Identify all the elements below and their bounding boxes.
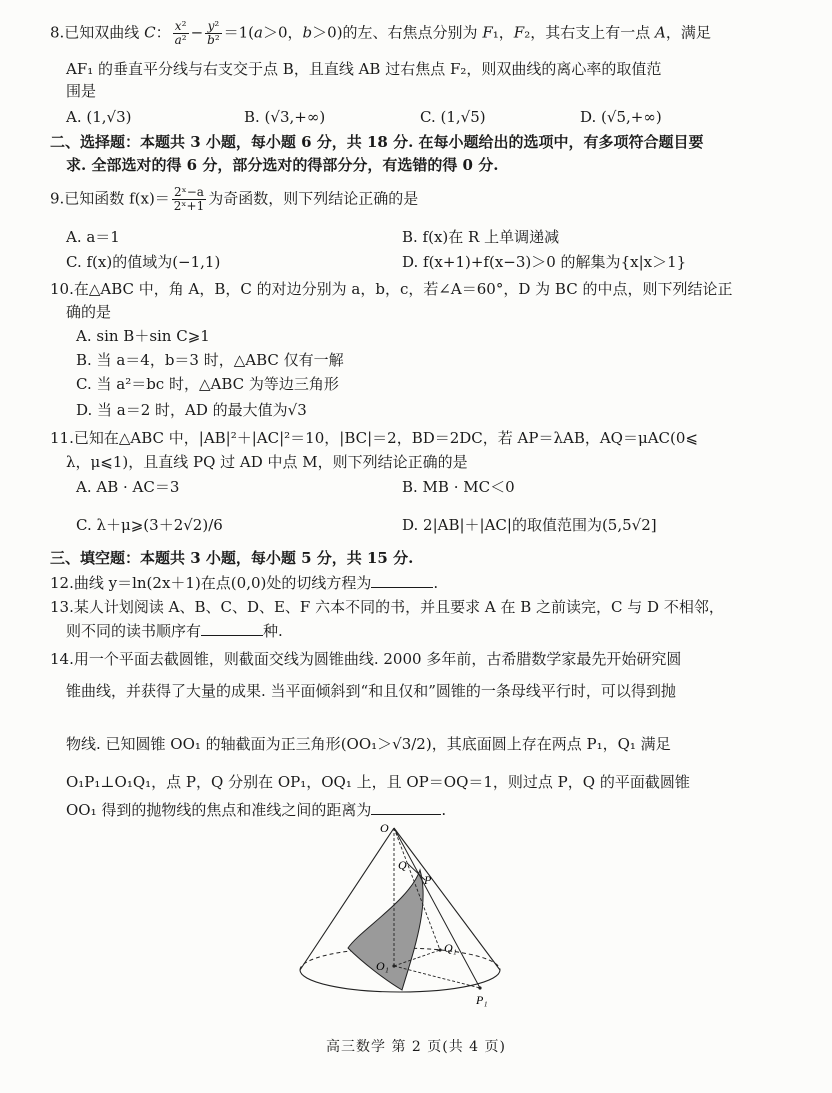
q10-line1: 10.在△ABC 中，角 A，B，C 的对边分别为 a，b，c，若∠A＝60°，D 为 BC 的中点，则下列结论正	[50, 280, 733, 298]
q9-frac-den: 2ˣ+1	[173, 199, 205, 213]
point-o1	[392, 964, 395, 967]
q11-option-b: B. MB · MC＜0	[402, 478, 515, 496]
section2-line1: 二、选择题：本题共 3 小题，每小题 6 分，共 18 分. 在每小题给出的选项中，有多项符合题目要	[50, 133, 704, 151]
q10-option-d: D. 当 a＝2 时，AD 的最大值为√3	[76, 401, 307, 419]
q10-line2: 确的是	[66, 303, 112, 321]
q11-option-d: D. 2|AB|＋|AC|的取值范围为(5,5√2]	[402, 516, 657, 534]
q14-line3	[66, 733, 671, 755]
q14-text-b: ，其底面圆上存在两点 P₁，Q₁ 满足	[431, 735, 671, 753]
q8-option-a: A. (1,√3)	[66, 108, 132, 126]
q14-line5	[66, 799, 446, 821]
page-footer: 高三数学 第 2 页(共 4 页)	[326, 1039, 506, 1055]
q8-option-d: D. (√5,+∞)	[580, 108, 662, 126]
q14-text-c: OO₁ 得到的抛物线的焦点和准线之间的距离为	[66, 801, 372, 819]
q8-frac-x: $\frac{\text{x²}}{\text{a²}}$	[174, 19, 187, 47]
q13-line2	[66, 620, 283, 642]
q11-line2: λ，μ⩽1)，且直线 PQ 过 AD 中点 M，则下列结论正确的是	[66, 453, 468, 471]
q9-option-c: C. f(x)的值域为(−1,1)	[66, 253, 221, 271]
q9-text-a: 9.已知函数 f(x)＝	[50, 189, 170, 208]
q10-option-a: A. sin B＋sin C⩾1	[76, 327, 210, 345]
label-p: P	[424, 873, 432, 887]
q8-line2: AF₁ 的垂直平分线与右支交于点 B，且直线 AB 过右焦点 F₂，则双曲线的离心率的取值范	[66, 60, 662, 78]
point-q1	[438, 948, 441, 951]
q12-line: 12.曲线 y＝ln(2x＋1)在点(0,0)处的切线方程为 .	[50, 574, 439, 592]
q13-line1: 13.某人计划阅读 A、B、C、D、E、F 六本不同的书，并且要求 A 在 B 之前读完，C 与 D 不相邻，	[50, 598, 724, 616]
q9-fraction	[172, 186, 206, 213]
q9-option-b: B. f(x)在 R 上单调递减	[402, 228, 560, 246]
q8-option-b: B. (√3,+∞)	[244, 108, 326, 126]
q14-line1: 14.用一个平面去截圆锥，则截面交线为圆锥曲线. 2000 多年前，古希腊数学家最先开始研究圆	[50, 650, 682, 668]
q14-text-d: .	[441, 801, 447, 819]
q14-line2: 锥曲线，并获得了大量的成果. 当平面倾斜到“和且仅和”圆锥的一条母线平行时，可以得到抛	[66, 682, 676, 700]
label-o: O	[380, 821, 389, 835]
q14-text-a: 物线. 已知圆锥 OO₁ 的轴截面为正三角形	[66, 735, 341, 753]
q11-option-c: C. λ＋μ⩾(3＋2√2)/6	[76, 516, 223, 534]
q9-option-a: A. a＝1	[66, 228, 120, 246]
q13-answer-blank[interactable]	[201, 621, 263, 636]
q8-frac-y: $\frac{\text{y²}}{\text{b²}}$	[207, 19, 220, 47]
q13-text-b: 种.	[263, 622, 283, 640]
q13-text-a: 则不同的读书顺序有	[66, 622, 202, 640]
cone-figure	[290, 820, 520, 1025]
section2-line2: 求. 全部选对的得 6 分，部分选对的得部分分，有选错的得 0 分.	[66, 156, 499, 174]
q11-option-a: A. AB · AC＝3	[76, 478, 180, 496]
q8-text-a: 8.已知双曲线 C：	[50, 23, 171, 42]
label-q: Q	[398, 858, 407, 872]
section3-title: 三、填空题：本题共 3 小题，每小题 5 分，共 15 分.	[50, 549, 414, 567]
q10-option-c: C. 当 a²＝bc 时，△ABC 为等边三角形	[76, 375, 339, 393]
label-o1: O₁	[376, 959, 389, 973]
q9-option-d: D. f(x+1)+f(x−3)＞0 的解集为{x|x＞1}	[402, 253, 687, 271]
q8-text-b: ＝1(a＞0，b＞0)的左、右焦点分别为 F₁，F₂，其右支上有一点 A，满足	[223, 23, 711, 42]
q14-condition: (OO₁＞√3/2)	[340, 735, 432, 753]
q8-line3: 围是	[66, 82, 97, 100]
point-p1	[478, 986, 481, 989]
q10-option-b: B. 当 a＝4，b＝3 时，△ABC 仅有一解	[76, 351, 344, 369]
q14-line4: O₁P₁⊥O₁Q₁，点 P，Q 分别在 OP₁，OQ₁ 上，且 OP＝OQ＝1，则过点 P，Q 的平面截圆锥	[66, 773, 690, 791]
q8-option-c: C. (1,√5)	[420, 108, 486, 126]
label-p1: P₁	[476, 993, 488, 1007]
q9-text-b: 为奇函数，则下列结论正确的是	[208, 189, 419, 208]
q12-text: 12.曲线 y＝ln(2x＋1)在点(0,0)处的切线方程为	[50, 574, 372, 592]
label-q1: Q₁	[444, 941, 457, 955]
q14-answer-blank[interactable]	[371, 800, 441, 815]
q8-line1: 8.已知双曲线 C： $\frac{\text{x²}}{\text{a²}}$ − $\frac{\text{y²}}{\text{b²}}$ ＝1(a＞0，b＞0)的左、右焦点分别为 F₁，F₂，其右支上有一点 A，满足	[50, 19, 711, 47]
q12-answer-blank[interactable]	[371, 573, 433, 588]
q9-line1	[50, 186, 418, 213]
q11-line1: 11.已知在△ABC 中，|AB|²＋|AC|²＝10，|BC|＝2，BD＝2DC，若 AP＝λAB，AQ＝μAC(0⩽	[50, 429, 698, 447]
q9-frac-num: 2ˣ−a	[172, 186, 206, 200]
